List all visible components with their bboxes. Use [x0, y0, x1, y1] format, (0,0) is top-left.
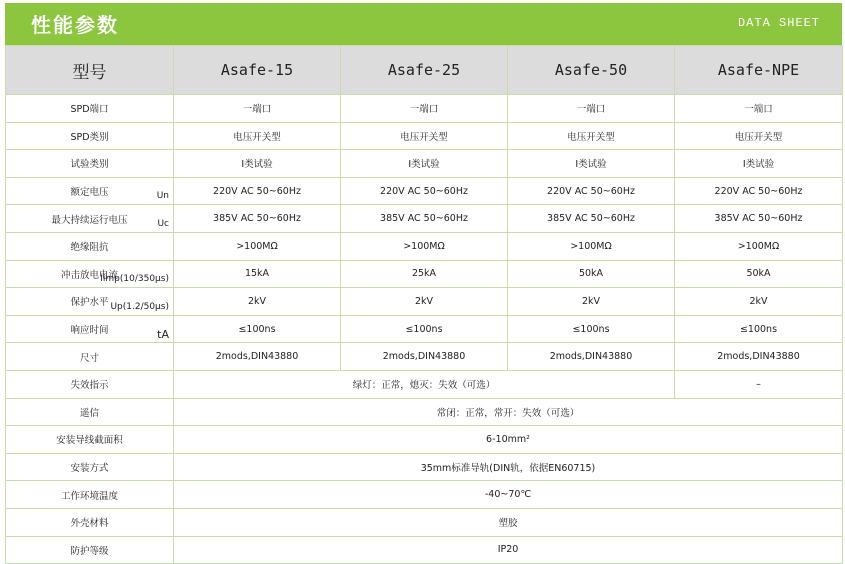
- row-label: 保护水平: [70, 297, 109, 309]
- row-label-cell: [6, 177, 174, 205]
- row-label-cell: [6, 150, 174, 178]
- table-cell: 一端口: [675, 95, 843, 123]
- table-cell: 电压开关型: [341, 122, 508, 150]
- merged-cell: 常闭：正常，常开：失效（可选）: [174, 398, 843, 426]
- table-cell: 385V AC 50~60Hz: [174, 205, 341, 233]
- table-cell: Ⅰ类试验: [174, 150, 341, 178]
- table-row: [6, 508, 843, 536]
- row-label-cell: [6, 315, 174, 343]
- table-cell: Ⅰ类试验: [675, 150, 843, 178]
- table-cell: 385V AC 50~60Hz: [675, 205, 843, 233]
- table-row: [6, 232, 843, 260]
- table-cell: 2kV: [675, 288, 843, 316]
- table-row: [6, 260, 843, 288]
- row-label: 最大持续运行电压: [51, 214, 128, 226]
- row-label-cell: [6, 205, 174, 233]
- table-cell: >100MΩ: [174, 232, 341, 260]
- table-cell: >100MΩ: [508, 232, 675, 260]
- header-model: Asafe-25: [341, 46, 508, 95]
- row-label: 防护等级: [70, 545, 109, 557]
- merged-cell: IP20: [174, 536, 843, 564]
- row-label: 尺寸: [79, 352, 99, 364]
- table-cell: 2kV: [174, 288, 341, 316]
- row-label-cell: [6, 232, 174, 260]
- table-row: [6, 205, 843, 233]
- table-cell: 一端口: [341, 95, 508, 123]
- table-row: [6, 481, 843, 509]
- row-label: 试验类别: [70, 159, 109, 171]
- table-cell: 220V AC 50~60Hz: [508, 177, 675, 205]
- row-label-cell: [6, 95, 174, 123]
- row-label-cell: [6, 370, 174, 398]
- table-cell: 2kV: [341, 288, 508, 316]
- header-model: Asafe-NPE: [675, 46, 843, 95]
- row-label: 安装导线截面积: [56, 435, 123, 447]
- merged-cell: 35mm标准导轨(DIN轨，依据EN60715): [174, 453, 843, 481]
- table-header-row: [6, 46, 843, 95]
- table-cell: 50kA: [675, 260, 843, 288]
- merged-cell: 塑胶: [174, 508, 843, 536]
- row-symbol: Un: [156, 191, 169, 202]
- header-model: Asafe-50: [508, 46, 675, 95]
- table-cell: 2mods,DIN43880: [341, 343, 508, 371]
- merged-cell: 绿灯：正常，熄灭：失效（可选）: [174, 370, 675, 398]
- table-row: [6, 177, 843, 205]
- table-cell: –: [675, 370, 843, 398]
- table-row: [6, 95, 843, 123]
- row-label: 遥信: [79, 407, 99, 419]
- table-cell: 2mods,DIN43880: [675, 343, 843, 371]
- table-cell: 50kA: [508, 260, 675, 288]
- row-label-cell: [6, 122, 174, 150]
- table-row: [6, 536, 843, 564]
- row-label: 响应时间: [70, 325, 109, 337]
- table-cell: 220V AC 50~60Hz: [675, 177, 843, 205]
- row-label-cell: [6, 536, 174, 564]
- table-cell: >100MΩ: [675, 232, 843, 260]
- table-cell: ≤100ns: [341, 315, 508, 343]
- spec-table: [5, 45, 843, 564]
- row-label: 冲击放电电流: [60, 269, 118, 281]
- table-cell: 220V AC 50~60Hz: [174, 177, 341, 205]
- table-cell: ≤100ns: [675, 315, 843, 343]
- table-row: [6, 426, 843, 454]
- table-cell: 一端口: [508, 95, 675, 123]
- row-label-cell: [6, 508, 174, 536]
- table-cell: Ⅰ类试验: [508, 150, 675, 178]
- page-title: 性能参数: [31, 13, 119, 37]
- table-row: [6, 398, 843, 426]
- table-row: [6, 315, 843, 343]
- row-label: 安装方式: [70, 463, 109, 475]
- row-label: 工作环境温度: [60, 490, 118, 502]
- table-row: [6, 122, 843, 150]
- table-cell: 2kV: [508, 288, 675, 316]
- row-label: 额定电压: [70, 187, 109, 199]
- table-cell: 385V AC 50~60Hz: [341, 205, 508, 233]
- table-cell: ≤100ns: [508, 315, 675, 343]
- table-cell: Ⅰ类试验: [341, 150, 508, 178]
- row-label: 绝缘阻抗: [70, 242, 109, 254]
- row-label-cell: [6, 481, 174, 509]
- table-row: [6, 343, 843, 371]
- header-model: Asafe-15: [174, 46, 341, 95]
- table-cell: 电压开关型: [508, 122, 675, 150]
- row-label-cell: [6, 288, 174, 316]
- table-cell: 385V AC 50~60Hz: [508, 205, 675, 233]
- header-model-label: 型号: [6, 46, 174, 95]
- row-symbol: Up(1.2/50μs): [110, 301, 169, 312]
- table-cell: 220V AC 50~60Hz: [341, 177, 508, 205]
- row-label-cell: [6, 453, 174, 481]
- row-label-cell: [6, 426, 174, 454]
- row-symbol: tA: [157, 328, 169, 342]
- row-symbol: Uc: [157, 218, 169, 229]
- merged-cell: 6-10mm²: [174, 426, 843, 454]
- header-banner: [5, 3, 842, 45]
- row-symbol: Iimp(10/350μs): [100, 274, 169, 285]
- row-label: 失效指示: [70, 380, 109, 392]
- row-label: SPD类别: [70, 131, 109, 143]
- table-row: [6, 453, 843, 481]
- table-row: [6, 150, 843, 178]
- table-cell: 2mods,DIN43880: [174, 343, 341, 371]
- table-cell: 一端口: [174, 95, 341, 123]
- table-cell: 电压开关型: [675, 122, 843, 150]
- table-cell: ≤100ns: [174, 315, 341, 343]
- table-cell: >100MΩ: [341, 232, 508, 260]
- table-cell: 电压开关型: [174, 122, 341, 150]
- page-subtitle: DATA SHEET: [737, 16, 820, 30]
- table-cell: 2mods,DIN43880: [508, 343, 675, 371]
- row-label-cell: [6, 398, 174, 426]
- table-row: [6, 370, 843, 398]
- row-label: SPD端口: [70, 104, 109, 116]
- row-label: 外壳材料: [70, 518, 109, 530]
- table-cell: 15kA: [174, 260, 341, 288]
- table-cell: 25kA: [341, 260, 508, 288]
- row-label-cell: [6, 343, 174, 371]
- merged-cell: -40~70℃: [174, 481, 843, 509]
- row-label-cell: [6, 260, 174, 288]
- table-row: [6, 288, 843, 316]
